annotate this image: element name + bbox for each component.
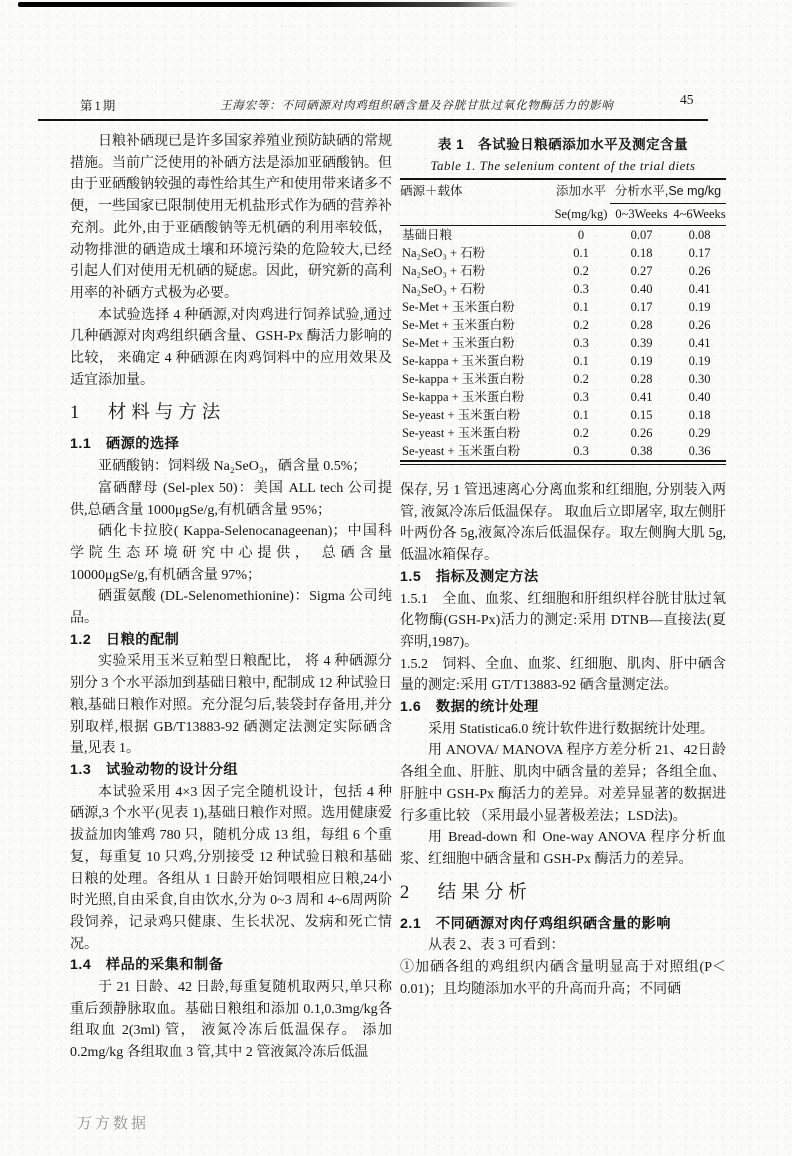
scan-artifact-line: [18, 2, 518, 7]
value-cell: 0.1: [573, 354, 589, 368]
diet-cell: Se-yeast + 玉米蛋白粉: [402, 444, 521, 458]
right-column-text: [400, 480, 726, 1000]
value-cell: 0.28: [630, 318, 653, 332]
diet-cell: Na₂SeO₃ + 石粉: [402, 264, 486, 278]
value-cell: 0.26: [688, 318, 711, 332]
value-cell: 0.29: [688, 426, 711, 440]
paragraph: 用 Bread-down 和 One-way ANOVA 程序分析血浆、红细胞中硒含量和 GSH-Px 酶活力的差异。: [400, 830, 726, 867]
value-cell: 0: [577, 228, 585, 242]
value-cell: 0.26: [688, 264, 711, 278]
section-heading: 1 材料与方法: [70, 403, 226, 424]
diet-cell: Se-kappa + 玉米蛋白粉: [402, 372, 525, 386]
value-cell: 0.18: [688, 408, 711, 422]
value-cell: 0.38: [630, 444, 653, 458]
value-cell: 0.2: [573, 318, 589, 332]
col-header-se-unit: Se(mg/kg): [552, 204, 610, 226]
value-cell: 0.41: [688, 282, 711, 296]
left-column: [70, 131, 392, 1064]
table-row: [400, 442, 726, 461]
value-cell: 0.07: [630, 228, 653, 242]
diet-cell: Se-Met + 玉米蛋白粉: [402, 300, 515, 314]
value-cell: 0.30: [688, 372, 711, 386]
paragraph: 本试验采用 4×3 因子完全随机设计，包括 4 种硒源,3 个水平(见表 1),基础日粮作对照。选用健康爱拔益加肉雏鸡 780 只，随机分成 13 组，每组 6 个重复，每重复 10 只鸡,分别接受 12 种试验日粮和基础日粮的处理。各组从 1 日龄开始饲喂相应日粮,24小时光照,自由采食,自由饮水,分为 0~3 周和 4~6周两阶段饲养，记录鸡只健康、生长状况、发病和死亡情况。: [70, 784, 392, 952]
paragraph: 实验采用玉米豆粕型日粮配比， 将 4 种硒源分别分 3 个水平添加到基础日粮中, 配制成 12 种试验日粮,基础日粮作对照。充分混匀后,装袋封存备用,并分别取样,根据 GB/T13883-92 硒测定法测定实际硒含量,见表 1。: [70, 654, 392, 757]
table-row: [400, 298, 726, 316]
paragraph: 采用 Statistica6.0 统计软件进行数据统计处理。: [428, 721, 714, 737]
table-row: [400, 406, 726, 424]
value-cell: 0.3: [573, 282, 589, 296]
table-1-block: [400, 135, 726, 465]
value-cell: 0.1: [573, 246, 589, 260]
value-cell: 0.19: [688, 354, 711, 368]
value-cell: 0.1: [573, 408, 589, 422]
col-header-source-carrier: 硒源＋载体: [400, 179, 552, 226]
value-cell: 0.2: [573, 426, 589, 440]
table-row: [400, 316, 726, 334]
selenium-content-table: [400, 178, 726, 462]
header-rule: [38, 119, 708, 121]
table-row: [400, 352, 726, 370]
value-cell: 0.17: [688, 246, 711, 260]
paragraph: 从表 2、表 3 可看到：: [428, 938, 565, 954]
paragraph: 日粮补硒现已是许多国家养殖业预防缺硒的常规措施。当前广泛使用的补硒方法是添加亚硒酸钠。但由于亚硒酸钠较强的毒性给其生产和使用带来诸多不便，一些国家已限制使用无机盐形式作为硒的营养补充剂。此外,由于亚硒酸钠等无机硒的利用率较低，动物排泄的硒造成土壤和环境污染的危险较大,已经引起人们对使用无机硒的疑虑。因此，研究新的高利用率的补硒方式极为必要。: [70, 134, 392, 301]
diet-cell: Na₂SeO₃ + 石粉: [402, 282, 486, 296]
value-cell: 0.36: [688, 444, 711, 458]
value-cell: 0.1: [573, 300, 589, 314]
watermark-wanfang: 万方数据: [77, 1115, 150, 1132]
table-row: [400, 262, 726, 280]
paragraph: 于 21 日龄、42 日龄,每重复随机取两只,单只称重后颈静脉取血。基础日粮组和添加 0.1,0.3mg/kg各组取血 2(3ml) 管， 液氮冷冻后低温保存。 添加0.2mg/kg 各组取血 3 管,其中 2 管液氮冷冻后低温: [70, 980, 392, 1061]
table-row: [400, 370, 726, 388]
value-cell: 0.2: [573, 372, 589, 386]
table-caption-en: Table 1. The selenium content of the trial diets: [430, 158, 696, 173]
paragraph: 保存, 另 1 管迅速离心分离血浆和红细胞, 分别装入两管, 液氮冷冻后低温保存。 取血后立即屠宰, 取左侧肝叶两份各 5g,液氮冷冻后低温保存。取左侧胸大肌 5g,低温冰箱保存。: [400, 483, 726, 564]
value-cell: 0.08: [688, 228, 711, 242]
value-cell: 0.19: [688, 300, 711, 314]
paragraph: 硒蛋氨酸 (DL-Selenomethionine)：Sigma 公司纯品。: [70, 589, 392, 627]
value-cell: 0.41: [688, 336, 711, 350]
section-heading: 1.3 试验动物的设计分组: [70, 761, 239, 778]
table-row: [400, 280, 726, 298]
value-cell: 0.40: [630, 282, 653, 296]
paragraph: 硒化卡拉胶( Kappa-Selenocanageenan)；中国科学院生态环境研究中心提供， 总硒含量 10000μgSe/g,有机硒含量 97%；: [70, 524, 392, 583]
diet-cell: Se-Met + 玉米蛋白粉: [402, 318, 515, 332]
value-cell: 0.28: [630, 372, 653, 386]
col-header-added-level: 添加水平: [555, 184, 606, 199]
paragraph: 1.5.1 全血、血浆、红细胞和肝组织样谷胱甘肽过氧化物酶(GSH-Px)活力的测定:采用 DTNB—直接法(夏弈明,1987)。: [400, 591, 726, 650]
paragraph: 1.5.2 饲料、全血、血浆、红细胞、肌肉、肝中硒含量的测定:采用 GT/T13883-92 硒含量测定法。: [400, 656, 726, 694]
value-cell: 0.17: [630, 300, 653, 314]
value-cell: 0.2: [573, 264, 589, 278]
table-caption-zh: 表 1 各试验日粮硒添加水平及测定含量: [437, 137, 689, 152]
diet-cell: Se-kappa + 玉米蛋白粉: [402, 390, 525, 404]
col-header-0-3-weeks: 0~3Weeks: [610, 204, 673, 226]
col-header-analyzed-level: 分析水平,Se mg/kg: [610, 179, 726, 204]
diet-cell: Se-Met + 玉米蛋白粉: [402, 336, 515, 350]
header-running-title: 王海宏等：不同硒源对肉鸡组织硒含量及谷胱甘肽过氧化物酶活力的影响: [220, 100, 614, 112]
value-cell: 0.18: [630, 246, 653, 260]
diet-cell: 基础日粮: [402, 228, 453, 242]
diet-cell: Se-yeast + 玉米蛋白粉: [402, 426, 521, 440]
paragraph: 用 ANOVA/ MANOVA 程序方差分析 21、42日龄各组全血、肝脏、肌肉中硒含量的差异；各组全血、肝脏中 GSH-Px 酶活力的差异。对差异显著的数据进行多重比较 （采用最小显著极差法；LSD法)。: [400, 743, 726, 824]
right-column: [400, 130, 726, 1000]
section-heading: 1.5 指标及测定方法: [400, 568, 539, 585]
section-heading: 1.6 数据的统计处理: [400, 699, 539, 716]
section-heading: 2 结果分析: [400, 882, 532, 903]
table-row: [400, 244, 726, 262]
value-cell: 0.3: [573, 390, 589, 404]
section-heading: 1.1 硒源的选择: [70, 436, 180, 453]
table-bottom-rule: [400, 464, 726, 465]
value-cell: 0.15: [630, 408, 653, 422]
header-issue: 第1期: [80, 99, 118, 113]
col-header-4-6-weeks: 4~6Weeks: [673, 204, 726, 226]
section-heading: 1.4 样品的采集和制备: [70, 957, 224, 974]
table-row: [400, 226, 726, 245]
value-cell: 0.26: [630, 426, 653, 440]
value-cell: 0.40: [688, 390, 711, 404]
section-heading: 2.1 不同硒源对肉仔鸡组织硒含量的影响: [400, 915, 671, 932]
paragraph: ①加硒各组的鸡组织内硒含量明显高于对照组(P＜0.01)；且均随添加水平的升高而升高；不同硒: [400, 960, 726, 997]
value-cell: 0.27: [630, 264, 653, 278]
diet-cell: Na₂SeO₃ + 石粉: [402, 246, 486, 260]
value-cell: 0.3: [573, 336, 589, 350]
value-cell: 0.39: [630, 336, 653, 350]
value-cell: 0.19: [630, 354, 653, 368]
value-cell: 0.3: [573, 444, 589, 458]
table-row: [400, 388, 726, 406]
paragraph: 富硒酵母 (Sel-plex 50)：美国 ALL tech 公司提供,总硒含量 1000μgSe/g,有机硒含量 95%；: [70, 480, 392, 518]
section-heading: 1.2 日粮的配制: [70, 631, 180, 648]
table-body: [400, 226, 726, 462]
value-cell: 0.41: [630, 390, 653, 404]
paragraph: 亚硒酸钠：饲料级 Na₂SeO₃，硒含量 0.5%；: [98, 459, 367, 475]
table-row: [400, 424, 726, 442]
diet-cell: Se-kappa + 玉米蛋白粉: [402, 354, 525, 368]
header-page-number: 45: [680, 92, 694, 107]
table-row: [400, 334, 726, 352]
paragraph: 本试验选择 4 种硒源,对肉鸡进行饲养试验,通过几种硒源对肉鸡组织硒含量、GSH-Px 酶活力影响的比较， 来确定 4 种硒源在肉鸡饲料中的应用效果及适宜添加量。: [70, 307, 392, 388]
diet-cell: Se-yeast + 玉米蛋白粉: [402, 408, 521, 422]
